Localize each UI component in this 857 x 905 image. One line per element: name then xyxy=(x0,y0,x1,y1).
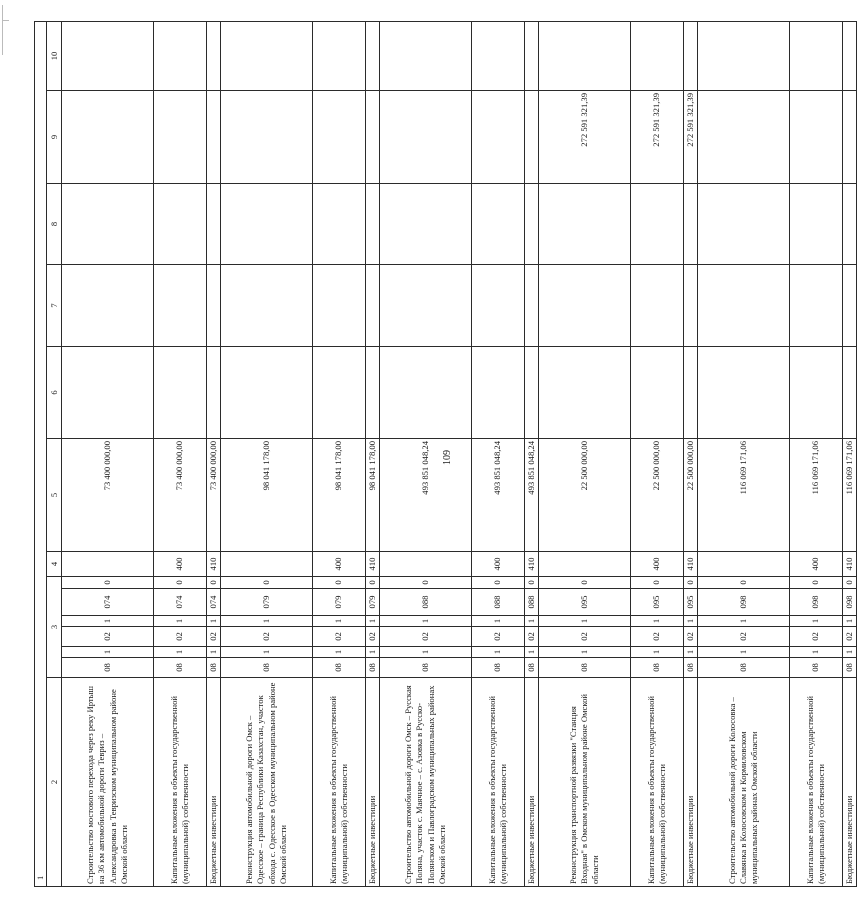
code-section: 02 xyxy=(62,627,154,647)
header-col-10: 10 xyxy=(47,21,62,90)
header-col-9: 9 xyxy=(47,91,62,184)
code-item: 079 xyxy=(221,589,313,616)
code-chapter: 08 xyxy=(207,658,221,678)
code-item: 079 xyxy=(313,589,366,616)
code-part-c: 0 xyxy=(221,577,313,589)
row-description: Бюджетные инвестиции xyxy=(525,678,539,887)
code-part-a: 1 xyxy=(525,647,539,658)
cell-col-10 xyxy=(207,21,221,90)
code-section: 02 xyxy=(790,627,843,647)
code-item: 074 xyxy=(154,589,207,616)
row-description: Реконструкция автомобильной дороги Омск – Одесское – граница Республики Казахстан, участок обхода с. Одесское в Одесском муниципальном районе Омской области xyxy=(221,678,313,887)
code-type xyxy=(62,552,154,577)
code-part-c: 0 xyxy=(684,577,698,589)
cell-col-6 xyxy=(207,347,221,439)
amount-col-9 xyxy=(790,91,843,184)
row-description: Капитальные вложения в объекты государственной (муниципальной) собственности xyxy=(790,678,843,887)
code-part-c: 0 xyxy=(366,577,380,589)
amount-col-9 xyxy=(472,91,525,184)
code-part-c: 0 xyxy=(631,577,684,589)
code-part-b: 1 xyxy=(790,616,843,627)
code-part-a: 1 xyxy=(684,647,698,658)
row-description: Бюджетные инвестиции xyxy=(684,678,698,887)
cell-col-6 xyxy=(380,347,472,439)
table-row xyxy=(698,21,790,886)
table-row xyxy=(154,21,207,886)
cell-col-6 xyxy=(313,347,366,439)
cell-col-8 xyxy=(631,184,684,265)
cell-col-6 xyxy=(366,347,380,439)
code-section: 02 xyxy=(221,627,313,647)
amount-col-5: 73 400 000,00 xyxy=(154,439,207,552)
header-col-4: 4 xyxy=(47,552,62,577)
cell-col-7 xyxy=(631,265,684,347)
code-section: 02 xyxy=(380,627,472,647)
code-part-b: 1 xyxy=(380,616,472,627)
header-col-3: 3 xyxy=(47,577,62,678)
cell-col-7 xyxy=(539,265,631,347)
code-part-a: 1 xyxy=(207,647,221,658)
code-chapter: 08 xyxy=(380,658,472,678)
code-part-a: 1 xyxy=(539,647,631,658)
cell-col-6 xyxy=(684,347,698,439)
amount-col-5: 116 069 171,06 xyxy=(843,439,857,552)
code-chapter: 08 xyxy=(525,658,539,678)
row-description: Строительство автомобильной дороги Колосовка – Славянка в Колосовском и Кормиловском муниципальных районах Омской области xyxy=(698,678,790,887)
code-part-c: 0 xyxy=(154,577,207,589)
cell-col-6 xyxy=(472,347,525,439)
cell-col-8 xyxy=(790,184,843,265)
code-section: 02 xyxy=(631,627,684,647)
code-part-c: 0 xyxy=(313,577,366,589)
amount-col-5: 493 851 048,24 xyxy=(525,439,539,552)
cell-col-7 xyxy=(790,265,843,347)
cell-col-7 xyxy=(62,265,154,347)
code-part-a: 1 xyxy=(790,647,843,658)
amount-col-5: 493 851 048,24 xyxy=(380,439,472,552)
table-row xyxy=(62,21,154,886)
code-part-b: 1 xyxy=(221,616,313,627)
cell-col-7 xyxy=(221,265,313,347)
amount-col-5: 22 500 000,00 xyxy=(631,439,684,552)
code-chapter: 08 xyxy=(366,658,380,678)
amount-col-9 xyxy=(221,91,313,184)
code-part-b: 1 xyxy=(843,616,857,627)
code-chapter: 08 xyxy=(62,658,154,678)
code-type: 400 xyxy=(790,552,843,577)
code-part-c: 0 xyxy=(843,577,857,589)
cell-col-10 xyxy=(380,21,472,90)
code-section: 02 xyxy=(843,627,857,647)
amount-col-5: 22 500 000,00 xyxy=(539,439,631,552)
code-type: 410 xyxy=(366,552,380,577)
code-chapter: 08 xyxy=(698,658,790,678)
table-row xyxy=(790,21,843,886)
amount-col-5: 98 041 178,00 xyxy=(221,439,313,552)
header-col-8: 8 xyxy=(47,184,62,265)
code-item: 095 xyxy=(684,589,698,616)
cell-col-7 xyxy=(380,265,472,347)
code-part-b: 1 xyxy=(472,616,525,627)
cell-col-10 xyxy=(698,21,790,90)
cell-col-8 xyxy=(366,184,380,265)
code-item: 074 xyxy=(207,589,221,616)
code-part-a: 1 xyxy=(313,647,366,658)
cell-col-10 xyxy=(525,21,539,90)
table-row xyxy=(684,21,698,886)
cell-col-8 xyxy=(698,184,790,265)
amount-col-5: 22 500 000,00 xyxy=(684,439,698,552)
table-row xyxy=(631,21,684,886)
code-type xyxy=(698,552,790,577)
code-type: 410 xyxy=(843,552,857,577)
header-columns-row xyxy=(47,21,62,886)
cell-col-10 xyxy=(313,21,366,90)
cell-col-6 xyxy=(631,347,684,439)
table-row xyxy=(221,21,313,886)
amount-col-9 xyxy=(154,91,207,184)
code-item: 088 xyxy=(525,589,539,616)
table-row xyxy=(207,21,221,886)
code-item: 098 xyxy=(698,589,790,616)
code-section: 02 xyxy=(154,627,207,647)
margin-mark xyxy=(2,5,11,55)
amount-col-9 xyxy=(698,91,790,184)
row-description: Бюджетные инвестиции xyxy=(207,678,221,887)
row-description: Строительство мостового перехода через реку Иртыш на 36 км автомобильной дороги Тевриз – Александровка в Тевризском муниципальном районе Омской области xyxy=(62,678,154,887)
code-part-b: 1 xyxy=(684,616,698,627)
code-chapter: 08 xyxy=(221,658,313,678)
code-part-b: 1 xyxy=(207,616,221,627)
code-part-a: 1 xyxy=(154,647,207,658)
cell-col-6 xyxy=(539,347,631,439)
amount-col-5: 98 041 178,00 xyxy=(366,439,380,552)
cell-col-8 xyxy=(62,184,154,265)
cell-col-8 xyxy=(843,184,857,265)
amount-col-9 xyxy=(525,91,539,184)
code-part-b: 1 xyxy=(154,616,207,627)
cell-col-6 xyxy=(843,347,857,439)
row-description: Капитальные вложения в объекты государственной (муниципальной) собственности xyxy=(154,678,207,887)
cell-col-7 xyxy=(684,265,698,347)
amount-col-9: 272 591 321,39 xyxy=(631,91,684,184)
code-chapter: 08 xyxy=(790,658,843,678)
header-top-cell: 1 xyxy=(35,21,47,886)
header-col-5: 5 xyxy=(47,439,62,552)
table-row xyxy=(525,21,539,886)
code-section: 02 xyxy=(472,627,525,647)
amount-col-5: 116 069 171,06 xyxy=(790,439,843,552)
amount-col-9 xyxy=(366,91,380,184)
cell-col-8 xyxy=(684,184,698,265)
code-item: 088 xyxy=(472,589,525,616)
cell-col-7 xyxy=(313,265,366,347)
row-description: Бюджетные инвестиции xyxy=(843,678,857,887)
amount-col-9: 272 591 321,39 xyxy=(539,91,631,184)
page-number: 109 xyxy=(442,450,453,465)
code-type: 410 xyxy=(207,552,221,577)
code-part-b: 1 xyxy=(313,616,366,627)
code-part-c: 0 xyxy=(698,577,790,589)
cell-col-10 xyxy=(221,21,313,90)
code-part-a: 1 xyxy=(366,647,380,658)
code-type: 400 xyxy=(631,552,684,577)
amount-col-9 xyxy=(843,91,857,184)
code-part-c: 0 xyxy=(380,577,472,589)
code-part-c: 0 xyxy=(539,577,631,589)
cell-col-10 xyxy=(472,21,525,90)
amount-col-9 xyxy=(313,91,366,184)
table-row xyxy=(366,21,380,886)
cell-col-7 xyxy=(698,265,790,347)
cell-col-10 xyxy=(539,21,631,90)
cell-col-10 xyxy=(631,21,684,90)
code-item: 088 xyxy=(380,589,472,616)
cell-col-10 xyxy=(843,21,857,90)
code-section: 02 xyxy=(525,627,539,647)
code-part-b: 1 xyxy=(539,616,631,627)
code-type: 400 xyxy=(472,552,525,577)
code-part-a: 1 xyxy=(221,647,313,658)
amount-col-5: 493 851 048,24 xyxy=(472,439,525,552)
cell-col-8 xyxy=(472,184,525,265)
cell-col-7 xyxy=(472,265,525,347)
code-part-c: 0 xyxy=(207,577,221,589)
amount-col-9: 272 591 321,39 xyxy=(684,91,698,184)
code-section: 02 xyxy=(207,627,221,647)
code-type xyxy=(221,552,313,577)
code-part-b: 1 xyxy=(366,616,380,627)
code-chapter: 08 xyxy=(684,658,698,678)
code-section: 02 xyxy=(539,627,631,647)
row-description: Капитальные вложения в объекты государственной (муниципальной) собственности xyxy=(472,678,525,887)
row-description: Капитальные вложения в объекты государственной (муниципальной) собственности xyxy=(313,678,366,887)
code-type: 400 xyxy=(154,552,207,577)
cell-col-6 xyxy=(154,347,207,439)
code-section: 02 xyxy=(698,627,790,647)
code-part-b: 1 xyxy=(525,616,539,627)
code-chapter: 08 xyxy=(472,658,525,678)
header-col-6: 6 xyxy=(47,347,62,439)
cell-col-8 xyxy=(207,184,221,265)
code-part-a: 1 xyxy=(631,647,684,658)
row-description: Капитальные вложения в объекты государственной (муниципальной) собственности xyxy=(631,678,684,887)
code-part-c: 0 xyxy=(525,577,539,589)
cell-col-7 xyxy=(525,265,539,347)
cell-col-6 xyxy=(790,347,843,439)
code-item: 095 xyxy=(539,589,631,616)
code-type xyxy=(380,552,472,577)
cell-col-8 xyxy=(539,184,631,265)
cell-col-8 xyxy=(313,184,366,265)
code-item: 098 xyxy=(843,589,857,616)
cell-col-10 xyxy=(62,21,154,90)
row-description: Бюджетные инвестиции xyxy=(366,678,380,887)
cell-col-8 xyxy=(221,184,313,265)
cell-col-8 xyxy=(154,184,207,265)
code-section: 02 xyxy=(366,627,380,647)
cell-col-7 xyxy=(207,265,221,347)
code-chapter: 08 xyxy=(539,658,631,678)
code-chapter: 08 xyxy=(313,658,366,678)
amount-col-9 xyxy=(207,91,221,184)
code-part-c: 0 xyxy=(790,577,843,589)
amount-col-5: 73 400 000,00 xyxy=(62,439,154,552)
cell-col-6 xyxy=(62,347,154,439)
cell-col-6 xyxy=(221,347,313,439)
cell-col-6 xyxy=(525,347,539,439)
cell-col-6 xyxy=(698,347,790,439)
cell-col-10 xyxy=(366,21,380,90)
cell-col-7 xyxy=(154,265,207,347)
code-part-a: 1 xyxy=(380,647,472,658)
code-item: 095 xyxy=(631,589,684,616)
code-section: 02 xyxy=(313,627,366,647)
amount-col-5: 73 400 000,00 xyxy=(207,439,221,552)
code-chapter: 08 xyxy=(631,658,684,678)
row-description: Реконструкция транспортной развязки "Станция Входная" в Омском муниципальном районе Омской области xyxy=(539,678,631,887)
cell-col-10 xyxy=(154,21,207,90)
code-part-b: 1 xyxy=(698,616,790,627)
code-chapter: 08 xyxy=(154,658,207,678)
cell-col-8 xyxy=(525,184,539,265)
code-type xyxy=(539,552,631,577)
code-item: 079 xyxy=(366,589,380,616)
code-part-b: 1 xyxy=(631,616,684,627)
code-item: 074 xyxy=(62,589,154,616)
cell-col-10 xyxy=(790,21,843,90)
header-col-7: 7 xyxy=(47,265,62,347)
amount-col-5: 116 069 171,06 xyxy=(698,439,790,552)
code-chapter: 08 xyxy=(843,658,857,678)
code-part-c: 0 xyxy=(62,577,154,589)
code-section: 02 xyxy=(684,627,698,647)
table-row xyxy=(843,21,857,886)
amount-col-9 xyxy=(380,91,472,184)
table-row xyxy=(380,21,472,886)
table-row xyxy=(472,21,525,886)
cell-col-10 xyxy=(684,21,698,90)
amount-col-9 xyxy=(62,91,154,184)
code-part-c: 0 xyxy=(472,577,525,589)
budget-table xyxy=(34,21,857,887)
row-description: Строительство автомобильной дороги Омск – Русская Поляна, участок с. Маячное – с. Азовка в Русско-Полянском и Павлоградском муниципальных районах Омской области xyxy=(380,678,472,887)
code-part-a: 1 xyxy=(698,647,790,658)
table-row xyxy=(313,21,366,886)
header-top-row xyxy=(35,21,47,886)
code-type: 400 xyxy=(313,552,366,577)
code-part-a: 1 xyxy=(472,647,525,658)
code-type: 410 xyxy=(525,552,539,577)
cell-col-7 xyxy=(366,265,380,347)
code-part-a: 1 xyxy=(843,647,857,658)
code-type: 410 xyxy=(684,552,698,577)
code-part-a: 1 xyxy=(62,647,154,658)
table-body xyxy=(62,21,857,886)
cell-col-7 xyxy=(843,265,857,347)
amount-col-5: 98 041 178,00 xyxy=(313,439,366,552)
code-item: 098 xyxy=(790,589,843,616)
table-row xyxy=(539,21,631,886)
cell-col-8 xyxy=(380,184,472,265)
code-part-b: 1 xyxy=(62,616,154,627)
header-col-2: 2 xyxy=(47,678,62,887)
